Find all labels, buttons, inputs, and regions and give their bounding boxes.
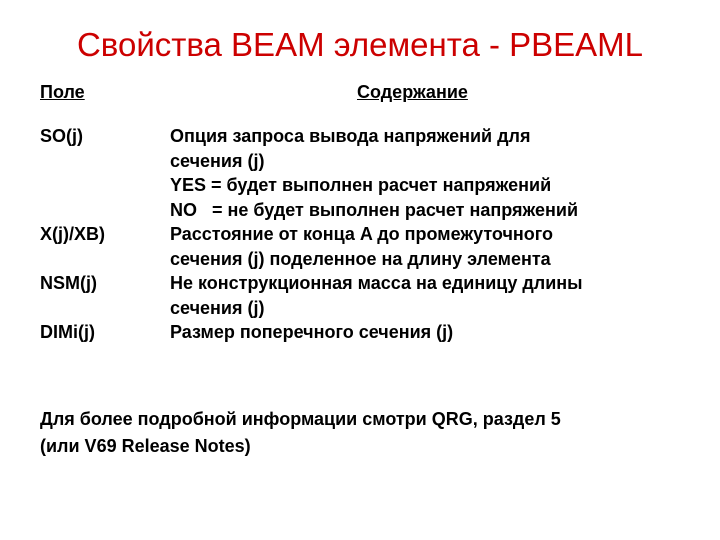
description-line: Опция запроса вывода напряжений для: [170, 126, 531, 146]
reference-note-line-1: Для более подробной информации смотри QRG, раздел 5: [40, 409, 561, 429]
field-dimi-description: [170, 320, 453, 345]
description-line: сечения (j): [170, 150, 265, 171]
reference-note: [40, 406, 561, 460]
field-nsm-description: [170, 271, 583, 320]
reference-note-line-2: (или V69 Release Notes): [40, 436, 251, 456]
field-nsm: NSM(j): [40, 273, 97, 293]
description-line: сечения (j) поделенное на длину элемента: [170, 248, 551, 269]
column-header-field: Поле: [40, 82, 85, 102]
description-line: Не конструкционная масса на единицу длины: [170, 273, 583, 293]
description-line: сечения (j): [170, 297, 265, 318]
column-header-content: Содержание: [357, 82, 468, 102]
slide-title: Свойства BEAM элемента - PBEAML: [76, 26, 644, 63]
field-x-xb-description: [170, 222, 553, 271]
description-line: NO = не будет выполнен расчет напряжений: [170, 199, 579, 220]
field-dimi: DIMi(j): [40, 322, 95, 342]
field-x-xb: X(j)/XB): [40, 224, 105, 244]
description-line: Размер поперечного сечения (j): [170, 322, 454, 342]
description-line: Расстояние от конца A до промежуточного: [170, 224, 554, 244]
field-so-description: [170, 124, 578, 222]
field-so: SO(j): [40, 126, 83, 146]
description-line: YES = будет выполнен расчет напряжений: [170, 175, 552, 195]
